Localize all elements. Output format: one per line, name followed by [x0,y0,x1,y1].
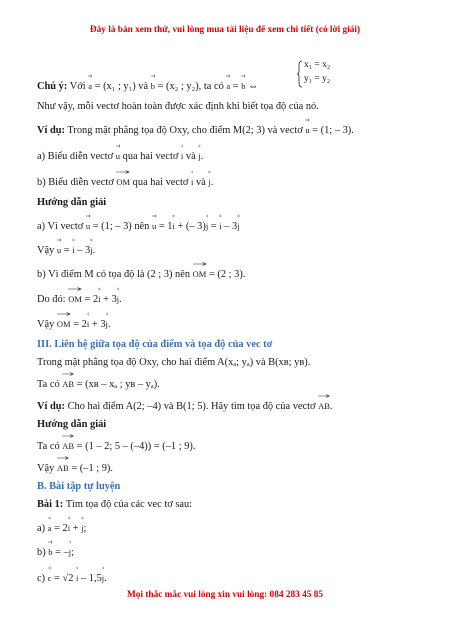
solution-b-step: Do đó: OM = 2 i + 3 j. [37,293,122,306]
contact-footer: Mọi thắc mắc vui lòng xin vui lòng: 084 283 45 85 [126,590,324,600]
vector-symbol: i [76,572,78,585]
vector-symbol: j [69,546,71,559]
vector-symbol: a [48,522,52,535]
vector-arrow-icon [98,287,100,291]
note-label: Chú ý: [37,81,68,92]
vector-arrow-icon [172,214,174,218]
vector-arrow-icon [62,434,74,438]
vector-arrow-icon [76,566,78,570]
vector-symbol: AB [57,462,69,475]
solution-b-conclusion: Vậy OM = 2 i + 3 j. [37,318,111,331]
vector-b: b [151,80,155,93]
vector-arrow-icon [57,456,69,460]
vector-arrow-icon [181,144,183,148]
exercise-1: Bài 1: Tìm tọa độ của các vec tơ sau: [37,499,193,510]
vector-arrow-icon [241,74,245,78]
vector-arrow-icon [305,118,309,122]
vector-symbol: i [87,318,89,331]
vector-arrow-icon [318,394,330,398]
vector-symbol: j [198,150,200,163]
vector-arrow-icon [57,238,61,242]
vector-arrow-icon [152,214,156,218]
vector-symbol: i [172,220,174,233]
vector-symbol: i [219,220,221,233]
note-line: Chú ý: Với a = (x₁ ; y₁) và b = (x₂ ; y₂), ta có a = b ⇔ [37,80,258,93]
vector-arrow-icon [116,170,130,174]
vector-arrow-icon [69,540,71,544]
vector-symbol: i [98,293,100,306]
vector-symbol: OM [57,318,71,331]
vector-arrow-icon [208,170,210,174]
vector-symbol: OM [68,293,82,306]
system-line-1: x₁ = x₂ [304,60,331,70]
vector-symbol: u [116,150,120,163]
vector-symbol: u [152,220,156,233]
vector-arrow-icon [237,214,239,218]
system-brace-icon [297,60,303,88]
vector-arrow-icon [87,312,89,316]
solution-2-conclusion: Vậy AB = (–1 ; 9). [37,462,113,475]
vector-arrow-icon [219,214,221,218]
vector-symbol: j [102,572,104,585]
example-1: Ví dụ: Trong mặt phẳng tọa độ Oxy, cho điểm M(2; 3) và vectơ u = (1; – 3). [37,124,354,137]
vector-symbol: OM [116,176,130,189]
vector-arrow-icon [88,74,92,78]
vector-symbol: i [191,176,193,189]
section-iii-paragraph: Trong mặt phẳng tọa độ Oxy, cho hai điểm A(xₐ; yₐ) và B(xʙ; yʙ). [37,357,311,368]
example-2: Ví dụ: Cho hai điểm A(2; –4) và B(1; 5). Hãy tìm tọa độ của vectơ AB. [37,400,333,413]
section-iii-heading: III. Liên hệ giữa tọa độ của điểm và tọa độ của vec tơ [37,339,273,350]
solution-heading-2: Hướng dẫn giải [37,419,107,430]
vector-symbol: u [305,124,309,137]
vector-arrow-icon [191,170,193,174]
vector-symbol: j [90,244,92,257]
vector-symbol: c [48,572,52,585]
note-paragraph: Như vậy, mỗi vectơ hoàn toàn được xác định khi biết tọa độ của nó. [37,101,319,112]
vector-arrow-icon [86,214,90,218]
vector-arrow-icon [106,312,108,316]
vector-arrow-icon [117,287,119,291]
vector-arrow-icon [48,516,52,520]
exercise-1-b: b) b = – j; [37,546,74,559]
vector-arrow-icon [68,516,70,520]
solution-a: a) Vì vectơ u = (1; – 3) nên u = 1 i + (– 3) j = i – 3 j [37,220,240,233]
vector-symbol: b [241,80,245,93]
vector-arrow-icon [48,540,52,544]
equation-system [304,60,330,84]
vector-symbol: j [206,220,208,233]
solution-heading-1: Hướng dẫn giải [37,197,107,208]
preview-banner: Đây là bản xem thử, vui lòng mua tài liệu để xem chi tiết (có lời giải) [89,25,361,35]
vector-arrow-icon [68,287,82,291]
vector-symbol: AB [62,378,74,391]
vector-arrow-icon [48,566,52,570]
section-iii-formula: Ta có AB = (xʙ – xₐ ; yʙ – yₐ). [37,378,160,391]
vector-arrow-icon [116,144,120,148]
vector-symbol: j [106,318,108,331]
vector-symbol: AB [318,400,330,413]
exercise-1-a: a) a = 2 i + j; [37,522,86,535]
vector-arrow-icon [90,238,92,242]
vector-symbol: u [57,244,61,257]
vector-symbol: j [237,220,239,233]
solution-2: Ta có AB = (1 – 2; 5 – (–4)) = (–1 ; 9). [37,440,195,453]
vector-arrow-icon [151,74,155,78]
vector-symbol: i [72,244,74,257]
vector-symbol: u [86,220,90,233]
vector-arrow-icon [57,312,71,316]
vector-symbol: OM [193,268,207,281]
exercise-1-c: c) c = √2 i – 1,5 j. [37,572,107,585]
solution-b: b) Vì điểm M có tọa độ là (2 ; 3) nên OM = (2 ; 3). [37,268,245,281]
solution-a-conclusion: Vậy u = i – 3 j. [37,244,95,257]
vector-symbol: i [181,150,183,163]
vector-arrow-icon [206,214,208,218]
vector-symbol: j [117,293,119,306]
vector-arrow-icon [102,566,104,570]
vector-a: a [88,80,92,93]
vector-arrow-icon [193,262,207,266]
vector-arrow-icon [198,144,200,148]
vector-symbol: AB [62,440,74,453]
vector-arrow-icon [226,74,230,78]
example-1-part-b: b) Biểu diễn vectơ OM qua hai vectơ i và j. [37,176,213,189]
vector-symbol: j [81,522,83,535]
vector-arrow-icon [81,516,83,520]
vector-symbol: j [208,176,210,189]
system-line-2: y₁ = y₂ [304,74,331,84]
vector-symbol: a [226,80,230,93]
vector-symbol: i [68,522,70,535]
section-b-heading: B. Bài tập tự luyện [37,481,121,492]
vector-arrow-icon [72,238,74,242]
example-1-part-a: a) Biểu diễn vectơ u qua hai vectơ i và j. [37,150,203,163]
vector-arrow-icon [62,372,74,376]
vector-symbol: b [48,546,52,559]
